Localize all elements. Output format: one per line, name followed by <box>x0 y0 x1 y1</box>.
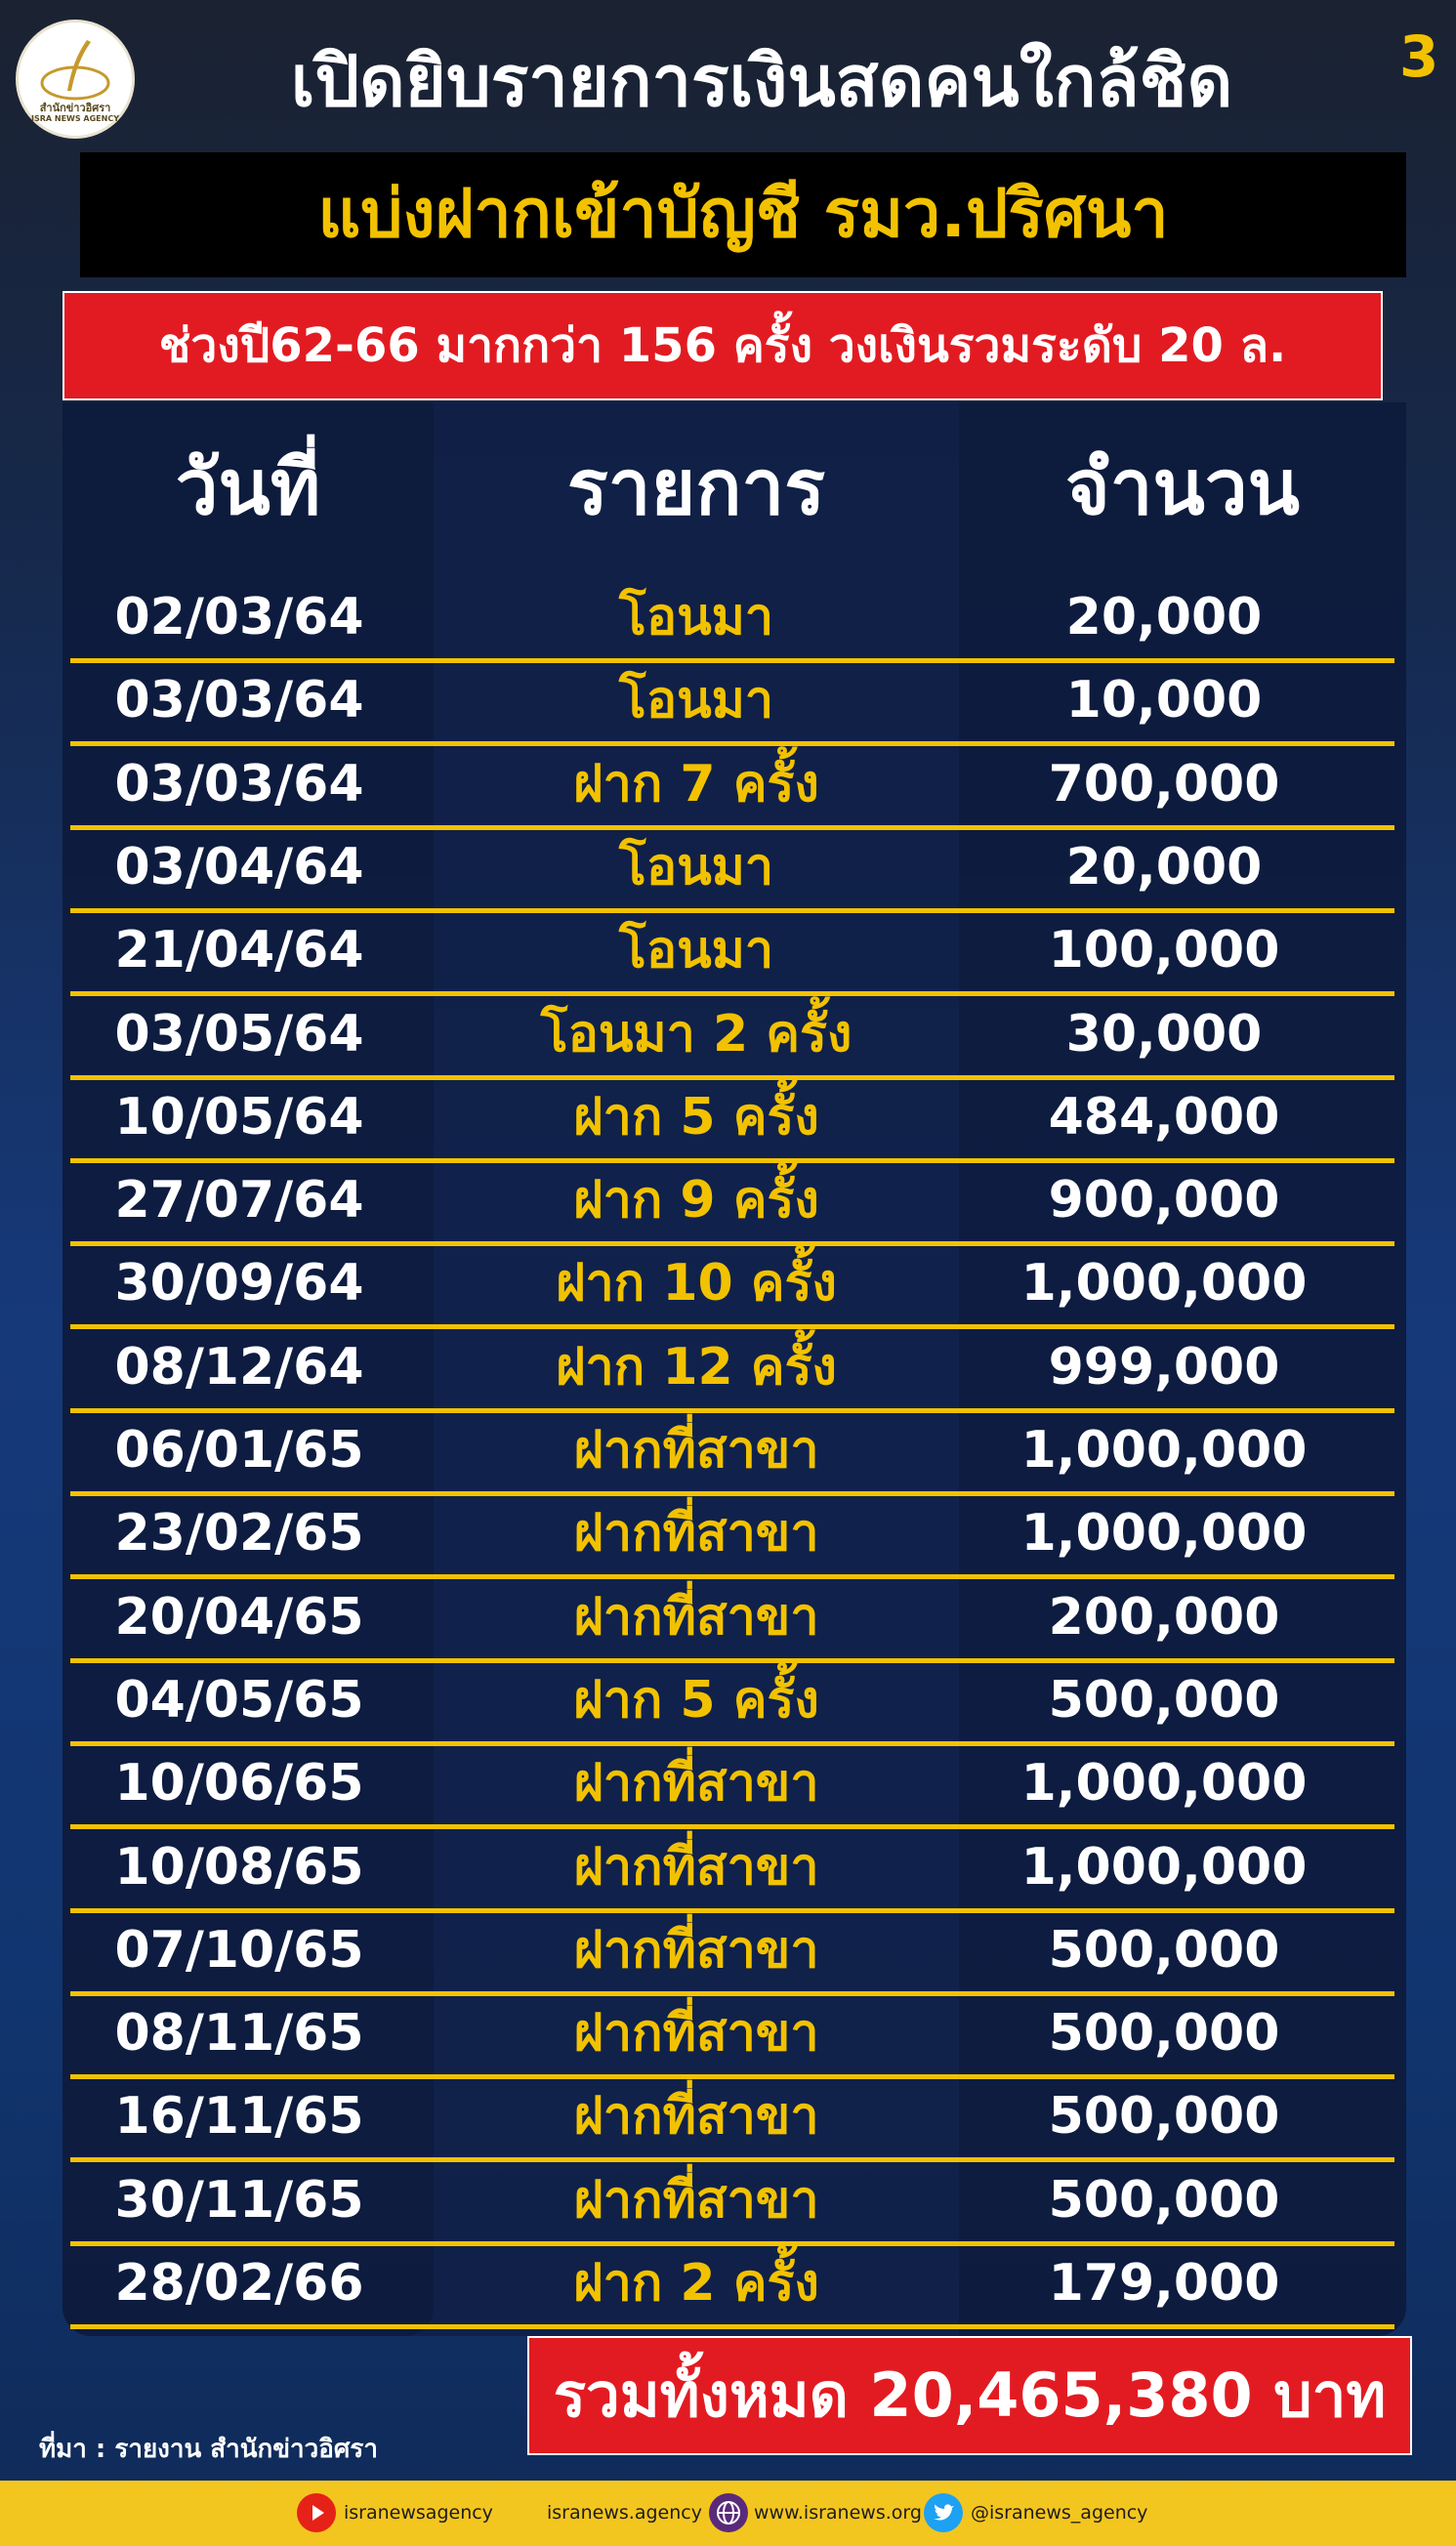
table-row <box>62 659 1406 742</box>
row-date: 03/03/64 <box>114 754 364 814</box>
logo-subtext: ISRA NEWS AGENCY <box>31 114 119 123</box>
row-item: โอนมา <box>618 671 774 730</box>
page-title: เปิดยิบรายการเงินสดคนใกล้ชิด <box>290 40 1233 122</box>
table-row <box>62 743 1406 826</box>
row-date: 08/11/65 <box>114 2004 364 2064</box>
row-item: ฝาก 9 ครั้ง <box>573 1171 819 1231</box>
row-item: ฝาก 10 ครั้ง <box>556 1254 837 1314</box>
row-date: 21/04/64 <box>114 921 364 981</box>
row-date: 03/05/64 <box>114 1004 364 1064</box>
table-row <box>62 1159 1406 1242</box>
table-row <box>62 2242 1406 2325</box>
row-item: โอนมา <box>618 588 774 647</box>
source-credit: ที่มา : รายงาน สำนักข่าวอิศรา <box>39 2435 378 2464</box>
table-row <box>62 1409 1406 1492</box>
row-item: ฝากที่สาขา <box>573 1754 819 1814</box>
table-row <box>62 1076 1406 1159</box>
row-date: 03/04/64 <box>114 837 364 897</box>
row-date: 10/06/65 <box>114 1754 364 1814</box>
row-date: 28/02/66 <box>114 2254 364 2313</box>
row-amount: 1,000,000 <box>1020 1421 1308 1480</box>
summary-banner <box>62 291 1383 400</box>
table-row <box>62 1326 1406 1409</box>
row-amount: 100,000 <box>1048 921 1280 981</box>
row-item: ฝาก 2 ครั้ง <box>573 2254 819 2313</box>
row-item: ฝากที่สาขา <box>573 1587 819 1647</box>
row-date: 30/09/64 <box>114 1254 364 1314</box>
total-banner <box>527 2336 1412 2455</box>
table-row <box>62 2075 1406 2158</box>
row-amount: 1,000,000 <box>1020 1837 1308 1897</box>
logo-text: สำนักข่าวอิศรา <box>39 102 111 114</box>
website-link[interactable]: www.isranews.org <box>754 2502 922 2524</box>
row-item: ฝากที่สาขา <box>573 1837 819 1897</box>
row-item: ฝากที่สาขา <box>573 1421 819 1480</box>
table-row <box>62 826 1406 909</box>
row-amount: 484,000 <box>1048 1087 1280 1147</box>
row-amount: 30,000 <box>1065 1004 1263 1064</box>
total-text: รวมทั้งหมด 20,465,380 บาท <box>553 2359 1387 2431</box>
row-amount: 1,000,000 <box>1020 1254 1308 1314</box>
row-item: ฝาก 12 ครั้ง <box>556 1337 837 1397</box>
table-row <box>62 1492 1406 1575</box>
row-item: ฝากที่สาขา <box>573 1920 819 1980</box>
row-item: โอนมา <box>618 921 774 981</box>
row-amount: 200,000 <box>1048 1587 1280 1647</box>
row-amount: 500,000 <box>1048 1670 1280 1730</box>
row-item: ฝากที่สาขา <box>573 2004 819 2064</box>
row-date: 04/05/65 <box>114 1670 364 1730</box>
isra-logo <box>16 20 135 139</box>
row-item: ฝาก 5 ครั้ง <box>573 1087 819 1147</box>
row-item: ฝาก 7 ครั้ง <box>573 754 819 814</box>
page-subtitle-title: แบ่งฝากเข้าบัญชี รมว.ปริศนา <box>317 176 1169 253</box>
row-amount: 20,000 <box>1065 837 1263 897</box>
row-date: 07/10/65 <box>114 1920 364 1980</box>
row-date: 10/05/64 <box>114 1087 364 1147</box>
table-row <box>62 1742 1406 1825</box>
row-amount: 1,000,000 <box>1020 1504 1308 1564</box>
table-row <box>62 576 1406 659</box>
row-amount: 999,000 <box>1048 1337 1280 1397</box>
row-amount: 900,000 <box>1048 1171 1280 1231</box>
summary-text: ช่วงปี62-66 มากกว่า 156 ครั้ง วงเงินรวมระดับ 20 ล. <box>158 318 1287 373</box>
table-row <box>62 1576 1406 1659</box>
table-row <box>62 1909 1406 1992</box>
row-amount: 1,000,000 <box>1020 1754 1308 1814</box>
facebook-handle[interactable]: isranews.agency <box>547 2502 702 2524</box>
row-date: 30/11/65 <box>114 2170 364 2230</box>
page-number: 3 <box>1399 23 1439 90</box>
twitter-icon[interactable] <box>924 2493 963 2532</box>
row-date: 06/01/65 <box>114 1421 364 1480</box>
table-row <box>62 1992 1406 2075</box>
youtube-icon[interactable] <box>297 2493 336 2532</box>
row-date: 23/02/65 <box>114 1504 364 1564</box>
title-banner <box>80 152 1406 277</box>
row-date: 16/11/65 <box>114 2087 364 2147</box>
table-row <box>62 1242 1406 1325</box>
table-row <box>62 993 1406 1076</box>
row-amount: 500,000 <box>1048 2087 1280 2147</box>
row-date: 03/03/64 <box>114 671 364 730</box>
row-date: 08/12/64 <box>114 1337 364 1397</box>
row-amount: 700,000 <box>1048 754 1280 814</box>
row-amount: 500,000 <box>1048 2004 1280 2064</box>
row-amount: 10,000 <box>1065 671 1263 730</box>
row-item: ฝากที่สาขา <box>573 2170 819 2230</box>
row-amount: 20,000 <box>1065 588 1263 647</box>
row-item: โอนมา 2 ครั้ง <box>540 1004 853 1064</box>
row-item: โอนมา <box>618 837 774 897</box>
row-date: 27/07/64 <box>114 1171 364 1231</box>
row-divider <box>70 2324 1394 2329</box>
row-item: ฝากที่สาขา <box>573 1504 819 1564</box>
row-date: 02/03/64 <box>114 588 364 647</box>
row-date: 10/08/65 <box>114 1837 364 1897</box>
globe-icon[interactable] <box>709 2493 748 2532</box>
twitter-handle[interactable]: @isranews_agency <box>971 2502 1148 2524</box>
row-item: ฝากที่สาขา <box>573 2087 819 2147</box>
table-row <box>62 1659 1406 1742</box>
table-row <box>62 1826 1406 1909</box>
footer-bar <box>0 2481 1456 2546</box>
row-amount: 179,000 <box>1048 2254 1280 2313</box>
table-row <box>62 2159 1406 2242</box>
youtube-handle[interactable]: isranewsagency <box>344 2502 493 2524</box>
column-header-date: วันที่ <box>175 444 321 532</box>
column-header-amount: จำนวน <box>1065 444 1300 532</box>
table-row <box>62 909 1406 992</box>
row-amount: 500,000 <box>1048 1920 1280 1980</box>
column-header-item: รายการ <box>566 444 826 532</box>
row-amount: 500,000 <box>1048 2170 1280 2230</box>
row-item: ฝาก 5 ครั้ง <box>573 1670 819 1730</box>
row-date: 20/04/65 <box>114 1587 364 1647</box>
